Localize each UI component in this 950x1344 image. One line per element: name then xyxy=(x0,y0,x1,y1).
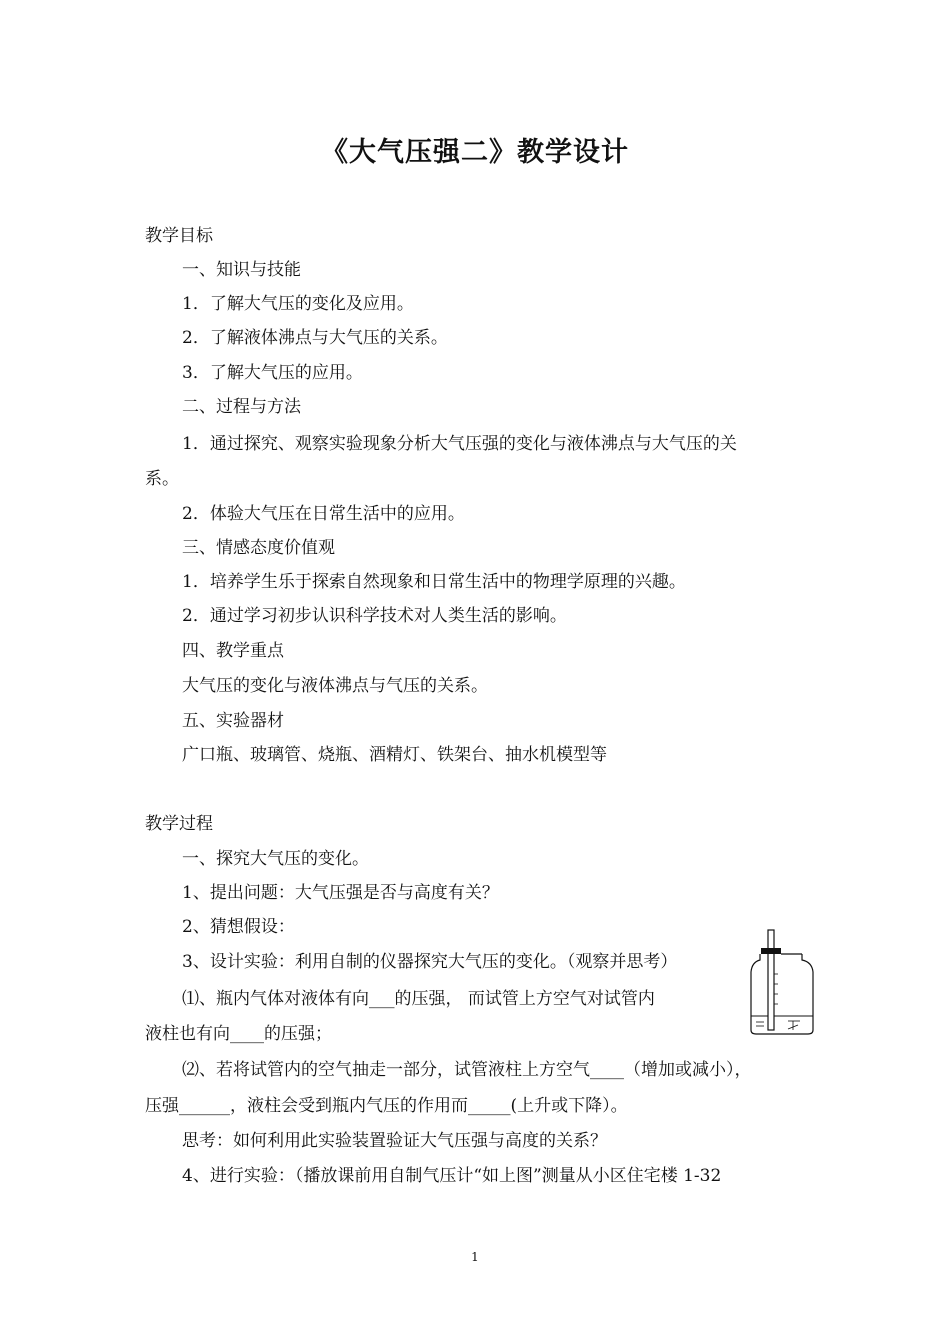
text-line: 3．了解大气压的应用。 xyxy=(182,363,363,383)
text-line: 大气压的变化与液体沸点与气压的关系。 xyxy=(182,676,488,696)
text-line: 1．通过探究、观察实验现象分析大气压强的变化与液体沸点与大气压的关 xyxy=(182,434,737,454)
text-line: 压强______，液柱会受到瓶内气压的作用而_____(上升或下降）。 xyxy=(145,1096,628,1116)
text-line: 系。 xyxy=(145,469,179,489)
text-line: 2．体验大气压在日常生活中的应用。 xyxy=(182,504,465,524)
text-line: 1、提出问题：大气压强是否与高度有关？ xyxy=(182,883,499,903)
document-title: 《大气压强二》教学设计 xyxy=(321,137,629,168)
text-line: 广口瓶、玻璃管、烧瓶、酒精灯、铁架台、抽水机模型等 xyxy=(182,745,607,765)
text-line: 液柱也有向____的压强； xyxy=(145,1024,332,1044)
text-line: 1．培养学生乐于探索自然现象和日常生活中的物理学原理的兴趣。 xyxy=(182,572,686,592)
text-line: 4、进行实验：（播放课前用自制气压计“如上图”测量从小区住宅楼 1-32 xyxy=(182,1166,722,1186)
barometer-bottle-figure xyxy=(748,928,816,1038)
text-line: 一、探究大气压的变化。 xyxy=(182,849,369,869)
text-line: 2．了解液体沸点与大气压的关系。 xyxy=(182,328,448,348)
text-line: 思考：如何利用此实验装置验证大气压强与高度的关系？ xyxy=(182,1131,607,1151)
text-line: 2．通过学习初步认识科学技术对人类生活的影响。 xyxy=(182,606,567,626)
subheading-knowledge: 一、知识与技能 xyxy=(182,260,301,280)
text-line: 3、设计实验：利用自制的仪器探究大气压的变化。（观察并思考） xyxy=(182,952,678,972)
text-line: 1．了解大气压的变化及应用。 xyxy=(182,294,414,314)
subheading-values: 三、情感态度价值观 xyxy=(182,538,335,558)
section-heading-process: 教学过程 xyxy=(145,814,213,834)
page-number: 1 xyxy=(471,1250,479,1264)
text-line: ⑴、瓶内气体对液体有向___的压强， 而试管上方空气对试管内 xyxy=(182,989,655,1009)
subheading-key-points: 四、教学重点 xyxy=(182,641,284,661)
subheading-equipment: 五、实验器材 xyxy=(182,711,284,731)
text-line: 2、猜想假设： xyxy=(182,917,295,937)
section-heading-objectives: 教学目标 xyxy=(145,226,213,246)
text-line: ⑵、若将试管内的空气抽走一部分，试管液柱上方空气____（增加或减小）， xyxy=(182,1060,752,1080)
subheading-process: 二、过程与方法 xyxy=(182,397,301,417)
